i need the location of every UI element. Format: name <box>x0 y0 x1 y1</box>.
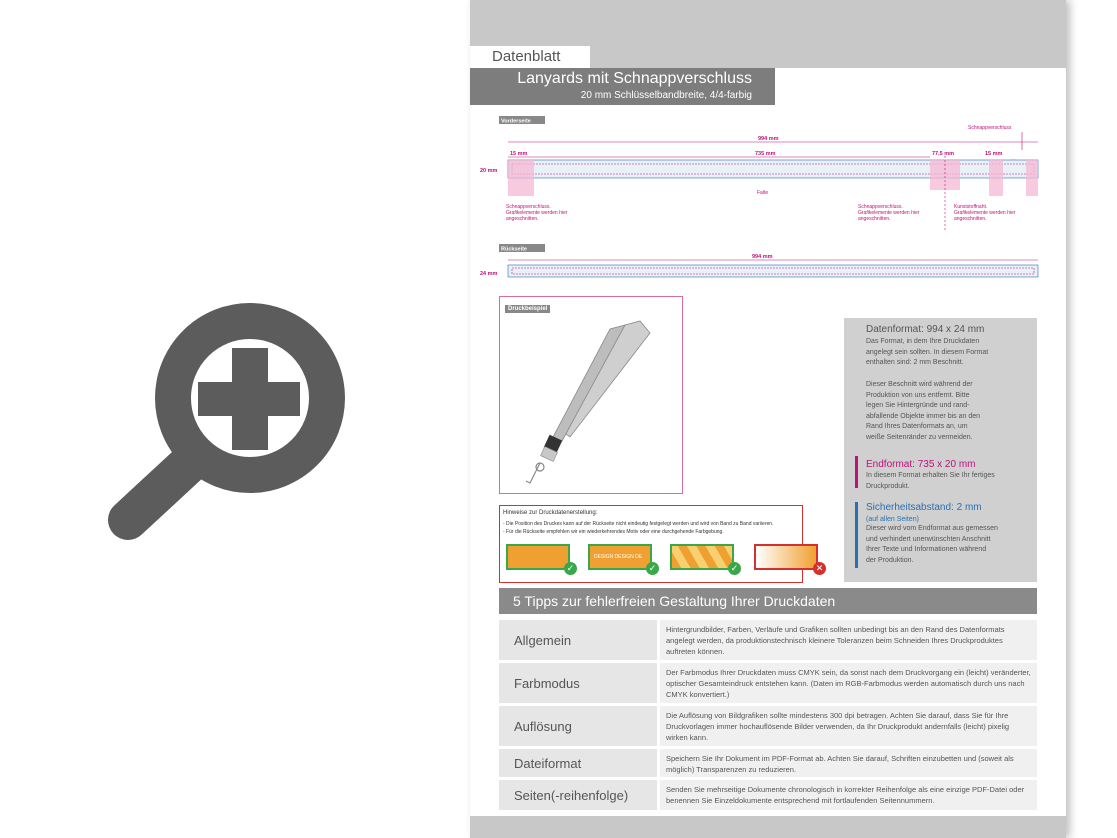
title-bar <box>470 68 775 105</box>
front-right-dim: 15 mm <box>985 151 1003 157</box>
swatch-text-pattern: DESIGN DESIGN DE <box>588 544 652 570</box>
hint-line-1: - Die Position des Druckes kann auf der Rückseite nicht eindeutig festgelegt werden und wird von Band zu Band variieren. <box>503 521 774 527</box>
swatch-gradient <box>754 544 818 570</box>
front-inner-dim: 735 mm <box>755 151 776 157</box>
data-format-text: Das Format, in dem Ihre Druckdaten angelegt sein sollten. In diesem Format enthalten sind: 2 mm Beschnitt. <box>866 338 989 366</box>
safety-margin-sub: (auf allen Seiten) <box>866 516 919 523</box>
print-example-box <box>499 296 683 494</box>
hint-line-2: - Für die Rückseite empfehlen wir ein wiederkehrendes Motiv oder eine durchgehende Farbgebung. <box>503 529 724 535</box>
right-snap-area <box>1026 160 1038 196</box>
front-total-dim: 994 mm <box>758 136 779 142</box>
tip-row <box>499 620 1037 660</box>
safety-margin-heading: Sicherheitsabstand: 2 mm <box>866 502 982 513</box>
tips-heading: 5 Tipps zur fehlerfreien Gestaltung Ihrer Druckdaten <box>499 588 1037 614</box>
tip-row <box>499 780 1037 810</box>
data-format-heading: Datenformat: 994 x 24 mm <box>866 324 985 335</box>
error-icon: ✕ <box>813 562 826 575</box>
format-info-panel <box>844 318 1037 582</box>
tip-key: Allgemein <box>499 620 657 660</box>
print-example-label: Druckbeispiel <box>505 305 550 313</box>
product-title: Lanyards mit Schnappverschluss <box>517 70 752 87</box>
front-label: Vorderseite <box>501 118 531 125</box>
end-format-text: In diesem Format erhalten Sie Ihr fertiges Druckprodukt. <box>866 472 995 490</box>
seam-area <box>989 160 1003 196</box>
note-mid: Schnappverschluss. Grafikelemente werden hier angeschnitten. <box>858 204 920 222</box>
fold-label: Falte <box>757 190 769 196</box>
tip-row <box>499 663 1037 703</box>
ok-icon: ✓ <box>646 562 659 575</box>
safety-margin-marker <box>855 502 858 568</box>
tip-value: Die Auflösung von Bildgrafiken sollte mindestens 300 dpi betragen. Achten Sie darauf, dass Sie für Ihre Druckvorlagen immer hochauflösende Bilder verwenden, da Ihr Druckprodukt andernfalls (leicht) pixelig wirken kann. <box>660 706 1037 746</box>
tip-key: Seiten(-reihenfolge) <box>499 780 657 810</box>
tip-row <box>499 706 1037 746</box>
datasheet-page <box>470 0 1066 838</box>
back-total-dim: 994 mm <box>752 254 773 260</box>
tip-value: Senden Sie mehrseitige Dokumente chronologisch in korrekter Reihenfolge als eine einzige PDF-Datei oder benennen Sie Einzeldokumente entsprechend mit fortlaufenden Seitennummern. <box>660 780 1037 810</box>
end-format-marker <box>855 456 858 488</box>
tip-key: Auflösung <box>499 706 657 746</box>
end-format-heading: Endformat: 735 x 20 mm <box>866 459 976 470</box>
note-right: Kunststoffnaht. Grafikelemente werden hier angeschnitten. <box>954 204 1016 222</box>
tip-value: Der Farbmodus Ihrer Druckdaten muss CMYK sein, da sonst nach dem Druckvorgang ein (leicht) veränderter, optischer Gesamteindruck entstehen kann. (Daten im RGB-Farbmodus werden automatisch durch uns nach CMYK konvertiert.) <box>660 663 1037 703</box>
ok-icon: ✓ <box>564 562 577 575</box>
datasheet-tab: Datenblatt <box>470 46 590 68</box>
footer-band <box>470 816 1066 838</box>
front-left-dim: 15 mm <box>510 151 528 157</box>
safety-margin-text: Dieser wird vom Endformat aus gemessen und verhindert unerwünschten Anschnitt Ihrer Texte und Informationen während der Produktion. <box>866 525 998 564</box>
front-height-dim: 20 mm <box>480 168 498 174</box>
back-band <box>508 265 1038 277</box>
hints-box <box>499 505 824 583</box>
technical-drawing <box>470 110 1066 290</box>
left-snap-area <box>508 160 534 196</box>
swatch-repeat-pattern <box>670 544 734 570</box>
ok-icon: ✓ <box>728 562 741 575</box>
hints-title: Hinweise zur Druckdatenerstellung: <box>503 510 598 516</box>
tip-key: Dateiformat <box>499 749 657 777</box>
tip-key: Farbmodus <box>499 663 657 703</box>
back-label: Rückseite <box>501 246 527 253</box>
bleed-text: Dieser Beschnitt wird während der Produktion von uns entfernt. Bitte legen Sie Hintergründe und rand- abfallende Objekte immer bis an den Rand Ihres Datenformats an, um weiße Seitenränder zu vermeiden. <box>866 381 981 441</box>
zoom-in-icon[interactable] <box>100 290 370 540</box>
lanyard-illustration <box>500 297 682 493</box>
back-height-dim: 24 mm <box>480 271 498 277</box>
snap-top-label: Schnappverschluss <box>968 125 1012 131</box>
swatch-solid <box>506 544 570 570</box>
note-left: Schnappverschluss. Grafikelemente werden hier angeschnitten. <box>506 204 568 222</box>
tip-value: Speichern Sie Ihr Dokument im PDF-Format ab. Achten Sie darauf, Schriften einzubetten und (soweit als möglich) Transparenzen zu reduzieren. <box>660 749 1037 777</box>
front-snap-dim: 77,5 mm <box>932 151 955 157</box>
tip-value: Hintergrundbilder, Farben, Verläufe und Grafiken sollten unbedingt bis an den Rand des Datenformats angelegt werden, da produktionstechnisch kleinere Toleranzen beim Schneiden Ihres Druckproduktes auftreten können. <box>660 620 1037 660</box>
tip-row <box>499 749 1037 777</box>
product-subtitle: 20 mm Schlüsselbandbreite, 4/4-farbig <box>580 90 752 101</box>
